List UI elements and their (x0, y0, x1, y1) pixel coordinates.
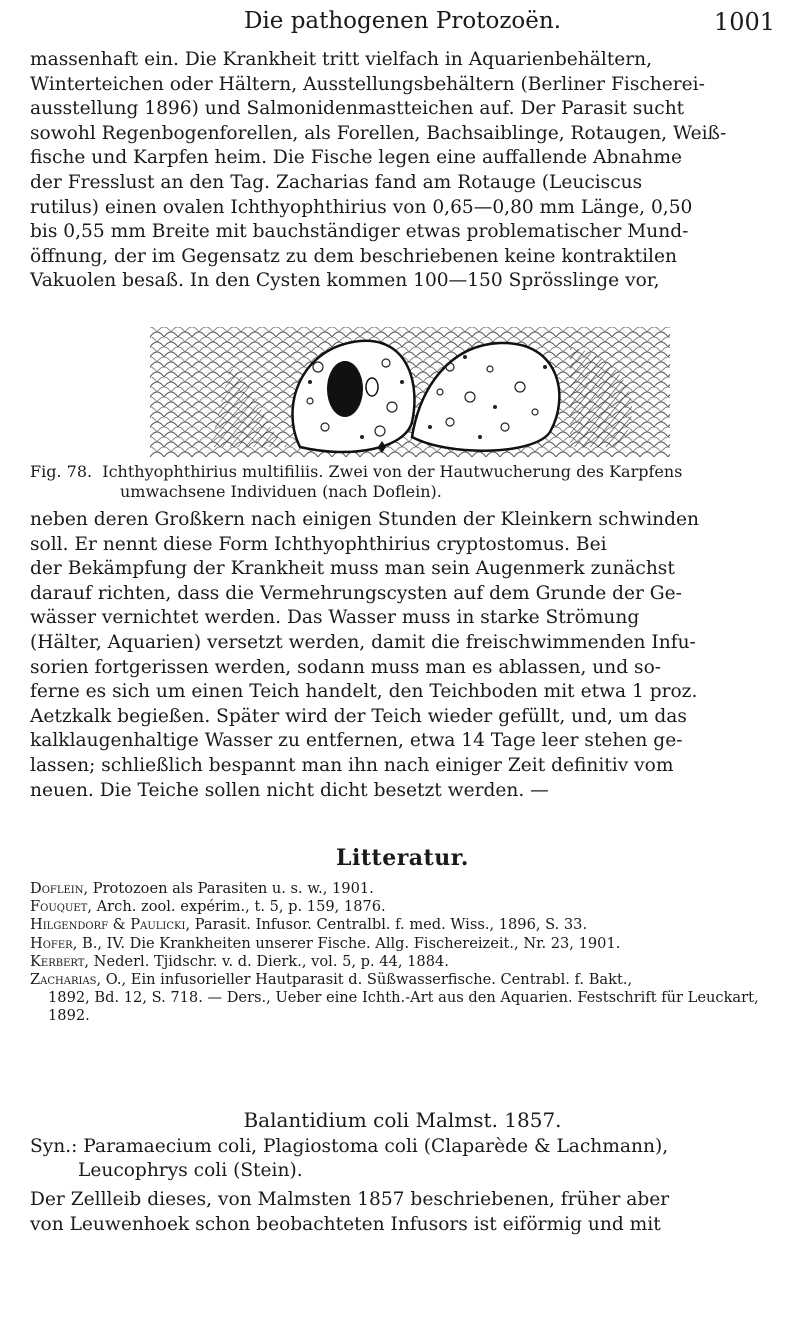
literature-heading: Litteratur. (336, 845, 469, 871)
text-line: bis 0,55 mm Breite mit bauchständiger etwas problematischer Mund- (30, 221, 689, 243)
text-line: (Hälter, Aquarien) versetzt werden, damit die freischwimmenden Infu- (30, 631, 696, 653)
text-line: kalklaugenhaltige Wasser zu entfernen, etwa 14 Tage leer stehen ge- (30, 730, 683, 752)
text-line: sorien fortgerissen werden, sodann muss man es ablassen, und so- (30, 656, 662, 678)
page-number: 1001 (713, 8, 775, 36)
text-line: ausstellung 1896) und Salmonidenmastteichen auf. Der Parasit sucht (30, 98, 685, 120)
text-line: neuen. Die Teiche sollen nicht dicht besetzt werden. — (30, 779, 549, 801)
reference-author: Kerbert, (30, 952, 90, 970)
figure-78-illustration (150, 327, 670, 457)
reference-text: Nederl. Tjidschr. v. d. Dierk., vol. 5, p. 44, 1884. (89, 952, 449, 970)
reference-list (30, 880, 775, 1026)
text-line: Vakuolen besaß. In den Cysten kommen 100—150 Sprösslinge vor, (30, 270, 660, 292)
page-header (30, 8, 775, 42)
text-line: soll. Er nennt diese Form Ichthyophthirius cryptostomus. Bei (30, 533, 607, 555)
reference-text: Protozoen als Parasiten u. s. w., 1901. (88, 880, 374, 897)
text-line: sowohl Regenbogenforellen, als Forellen, Bachsaiblinge, Rotaugen, Weiß- (30, 122, 727, 144)
reference-author: Doflein, (30, 880, 89, 897)
paragraph-3 (30, 1188, 775, 1237)
text-line: rutilus) einen ovalen Ichthyophthirius von 0,65—0,80 mm Länge, 0,50 (30, 196, 693, 218)
text-line: lassen; schließlich bespannt man ihn nach einiger Zeit definitiv vom (30, 754, 674, 776)
text-line: wässer vernichtet werden. Das Wasser muss in starke Strömung (30, 607, 640, 629)
reference-item (30, 935, 775, 953)
ichthyophthirius-illustration (150, 327, 670, 457)
text-line: neben deren Großkern nach einigen Stunden der Kleinkern schwinden (30, 509, 699, 530)
synonyms (30, 1135, 775, 1183)
text-line: der Fresslust an den Tag. Zacharias fand am Rotauge (Leuciscus (30, 171, 643, 193)
reference-continuation: 1892, Bd. 12, S. 718. — Ders., Ueber eine Ichth.-Art aus den Aquarien. Festschrift für Leuckart, 1892. (48, 989, 759, 1025)
paragraph-2 (30, 508, 775, 803)
reference-text: IV. Die Krankheiten unserer Fische. Allg. Fischereizeit., Nr. 23, 1901. (101, 934, 621, 952)
reference-author: Fouquet, (30, 898, 92, 916)
reference-item (30, 898, 775, 916)
reference-text: Ein infusorieller Hautparasit d. Süßwasserfische. Centrabl. f. Bakt., (126, 971, 633, 989)
reference-author: Zacharias, O., (30, 971, 127, 989)
reference-item (30, 953, 775, 971)
running-title: Die pathogenen Protozoën. (243, 8, 562, 34)
reference-item (30, 916, 775, 934)
reference-text: Parasit. Infusor. Centralbl. f. med. Wiss., 1896, S. 33. (190, 916, 588, 934)
reference-author: Hofer, B., (30, 934, 102, 952)
text-line: öffnung, der im Gegensatz zu dem beschriebenen keine kontraktilen (30, 245, 677, 267)
text-line: darauf richten, dass die Vermehrungscysten auf dem Grunde der Ge- (30, 582, 682, 604)
figure-label: Fig. 78. (30, 462, 93, 481)
synonyms-line-2: Leucophrys coli (Stein). (78, 1160, 303, 1181)
text-line: Winterteichen oder Hältern, Ausstellungsbehältern (Berliner Fischerei- (30, 73, 705, 95)
text-line: von Leuwenhoek schon beobachteten Infusors ist eiförmig und mit (30, 1213, 661, 1235)
text-line: fische und Karpfen heim. Die Fische legen eine auffallende Abnahme (30, 147, 683, 169)
synonyms-line-1: Syn.: Paramaecium coli, Plagiostoma coli (Claparède & Lachmann), (30, 1136, 669, 1157)
paragraph-1 (30, 48, 775, 294)
caption-line-1: Ichthyophthirius multifiliis. Zwei von der Hautwucherung des Karpfens (102, 462, 683, 481)
reference-text: Arch. zool. expérim., t. 5, p. 159, 1876. (92, 898, 386, 916)
figure-caption (30, 462, 775, 502)
reference-item (30, 971, 775, 1026)
text-line: massenhaft ein. Die Krankheit tritt vielfach in Aquarienbehältern, (30, 49, 653, 70)
text-line: Der Zellleib dieses, von Malmsten 1857 beschriebenen, früher aber (30, 1189, 670, 1210)
reference-author: Hilgendorf & Paulicki, (30, 916, 191, 934)
text-line: der Bekämpfung der Krankheit muss man sein Augenmerk zunächst (30, 558, 675, 580)
reference-item (30, 880, 775, 898)
text-line: Aetzkalk begießen. Später wird der Teich wieder gefüllt, und, um das (30, 705, 687, 727)
text-line: ferne es sich um einen Teich handelt, den Teichboden mit etwa 1 proz. (30, 681, 698, 703)
caption-line-2: umwachsene Individuen (nach Doflein). (120, 482, 442, 501)
species-heading: Balantidium coli Malmst. 1857. (243, 1108, 562, 1132)
